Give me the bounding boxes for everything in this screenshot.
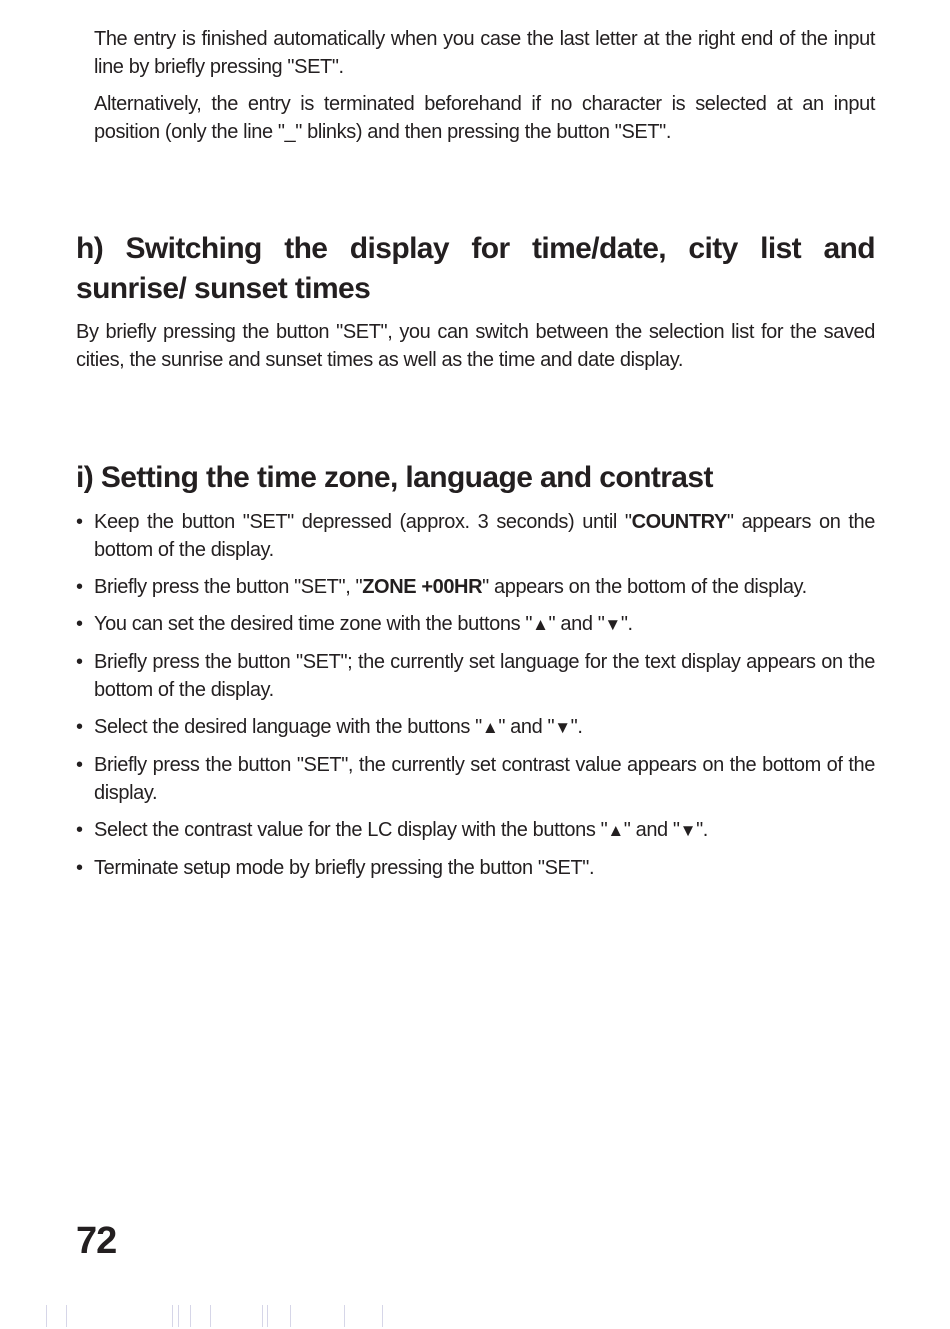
bullet-dot: • — [76, 651, 83, 673]
list-item: • Select the desired language with the buttons "▲" and "▼". — [76, 713, 875, 742]
list-item: • You can set the desired time zone with the buttons "▲" and "▼". — [76, 610, 875, 639]
list-item: • Briefly press the button "SET", "ZONE +00HR" appears on the bottom of the display. — [76, 573, 875, 601]
bullet-dot: • — [76, 576, 83, 598]
section-h-body: By briefly pressing the button "SET", you can switch between the selection list for the saved cities, the sunrise and sunset times as well as the time and date display. — [76, 321, 875, 371]
bullet-dot: • — [76, 511, 83, 533]
list-item: • Terminate setup mode by briefly pressing the button "SET". — [76, 854, 875, 882]
bullet-dot: • — [76, 819, 83, 841]
section-i-heading: i) Setting the time zone, language and contrast — [76, 461, 713, 494]
bullet-dot: • — [76, 716, 83, 738]
print-registration-marks — [46, 1305, 406, 1327]
page-number: 72 — [76, 1220, 117, 1262]
list-item: • Select the contrast value for the LC display with the buttons "▲" and "▼". — [76, 816, 875, 845]
bullet-dot: • — [76, 857, 83, 879]
intro-paragraph-1: The entry is finished automatically when you case the last letter at the right end of the input line by briefly pressing "SET". — [94, 28, 875, 78]
up-arrow-icon: ▲ — [607, 821, 624, 840]
list-item: • Briefly press the button "SET", the currently set contrast value appears on the bottom of the display. — [76, 751, 875, 807]
down-arrow-icon: ▼ — [554, 718, 571, 737]
down-arrow-icon: ▼ — [679, 821, 697, 840]
up-arrow-icon: ▲ — [532, 615, 549, 634]
down-arrow-icon: ▼ — [604, 615, 621, 634]
display-code-country: COUNTRY — [631, 511, 727, 533]
bullet-dot: • — [76, 613, 83, 635]
bullet-dot: • — [76, 754, 83, 776]
display-code-zone: ZONE +00HR — [362, 576, 483, 598]
list-item: • Briefly press the button "SET"; the currently set language for the text display appears on the bottom of the display. — [76, 648, 875, 704]
intro-paragraph-2: Alternatively, the entry is terminated beforehand if no character is selected at an input position (only the line "_" blinks) and then pressing the button "SET". — [94, 93, 875, 143]
up-arrow-icon: ▲ — [481, 718, 499, 737]
list-item: • Keep the button "SET" depressed (approx. 3 seconds) until "COUNTRY" appears on the bottom of the display. — [76, 508, 875, 564]
section-h-heading: h) Switching the display for time/date, city list and sunrise/ sunset times — [76, 232, 875, 305]
section-i-bullet-list — [76, 508, 875, 891]
